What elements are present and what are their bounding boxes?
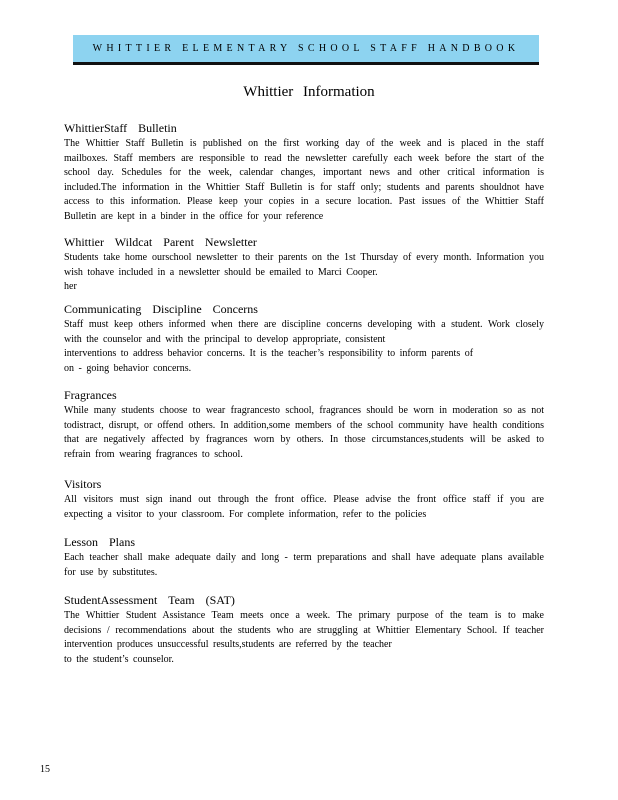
section-body-large: interventions to address behavior concerns. It is the teacher’s responsibility to inform parents of bbox=[64, 348, 474, 359]
section-staff-bulletin bbox=[64, 121, 544, 224]
handbook-header-band bbox=[73, 35, 539, 65]
section-lesson-plans bbox=[64, 535, 544, 580]
handbook-header-text: WHITTIER ELEMENTARY SCHOOL STAFF HANDBOOK bbox=[92, 43, 520, 54]
section-discipline-concerns bbox=[64, 302, 544, 376]
section-heading: WhittierStaff Bulletin bbox=[64, 121, 177, 135]
section-body: The Whittier Staff Bulletin is published on the first working day of the week and is placed in the staff mailboxes. Staff members are responsible to read the newsletter carefully each week before the start of the school day. Schedules for the week, calendar changes, important news and other critical information is included.The information in the Whittier Staff Bulletin is for staff only; students and parents shouldnot have access to this information. Please keep your copies in a secure location. Past issues of the Whittier Staff Bulletin are kept in a binder in the office for your reference bbox=[64, 138, 544, 222]
section-body-end: on - going behavior concerns. bbox=[64, 362, 192, 374]
section-heading: StudentAssessment Team (SAT) bbox=[64, 593, 235, 607]
section-body: While many students choose to wear fragrancesto school, fragrances should be worn in moderation so as not todistract, disrupt, or offend others. In addition,some members of the school community have health conditions that are negatively affected by fragrances worn by others. In those circumstances,students will be asked to refrain from wearing fragrances to school. bbox=[64, 405, 544, 460]
section-student-assessment-team bbox=[64, 593, 544, 667]
section-body: Students take home ourschool newsletter to their parents on the 1st Thursday of every month. Information you wish tohave included in a newsletter should be emailed to Marci Cooper. bbox=[64, 252, 544, 278]
section-heading: Lesson Plans bbox=[64, 535, 135, 549]
section-body: Each teacher shall make adequate daily and long - term preparations and shall have adequate plans available for use by substitutes. bbox=[64, 552, 544, 578]
section-parent-newsletter bbox=[64, 235, 544, 295]
section-body: The Whittier Student Assistance Team meets once a week. The primary purpose of the team is to make decisions / recommendations about the students who are struggling at Whittier Elementary School. If teacher intervention produces unsuccessful results,students are referred by the teacher bbox=[64, 610, 544, 650]
section-body-extra: her bbox=[64, 281, 77, 292]
section-body: All visitors must sign inand out through the front office. Please advise the front office staff if you are expecting a visitor to your classroom. For complete information, refer to the policies bbox=[64, 494, 544, 520]
page-title: Whittier Information bbox=[243, 84, 375, 100]
page-number: 15 bbox=[40, 764, 50, 775]
section-heading: Whittier Wildcat Parent Newsletter bbox=[64, 235, 257, 249]
section-heading: Fragrances bbox=[64, 388, 117, 402]
section-body-large: to the student’s counselor. bbox=[64, 653, 174, 665]
section-heading: Communicating Discipline Concerns bbox=[64, 302, 258, 316]
section-heading: Visitors bbox=[64, 477, 102, 491]
section-visitors bbox=[64, 477, 544, 522]
section-body: Staff must keep others informed when there are discipline concerns developing with a student. Work closely with the counselor and with the principal to develop appropriate, consistent bbox=[64, 319, 544, 345]
section-fragrances bbox=[64, 388, 544, 462]
